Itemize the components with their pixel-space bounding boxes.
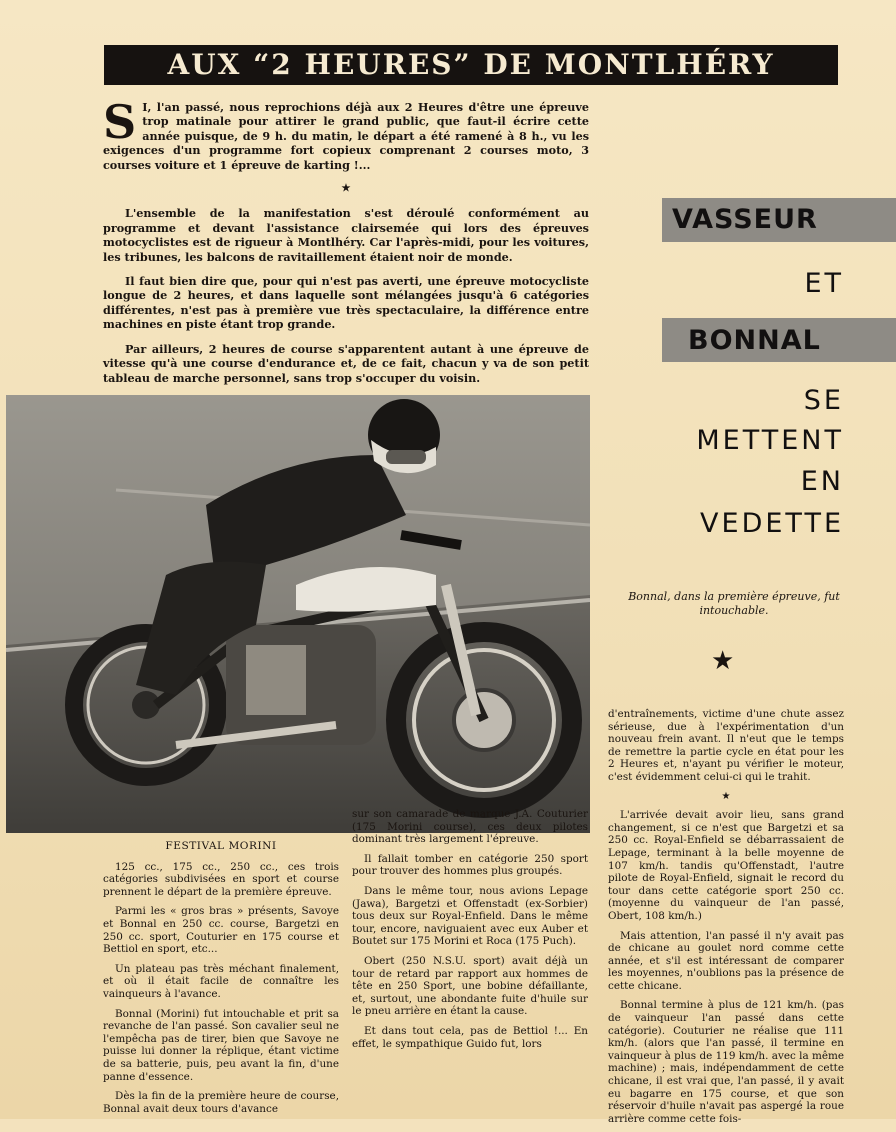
col1-paragraph-1: 125 cc., 175 cc., 250 cc., ces trois catégories subdivisées en sport et course prennent le départ de la première épreuve. bbox=[103, 860, 339, 898]
intro-paragraph-1 bbox=[103, 95, 589, 172]
intro-paragraph-2: L'ensemble de la manifestation s'est déroulé conformément au programme et devant l'assistance clairsemée qui lors des épreuves motocyclistes est de rigueur à Montlhéry. Car l'après-midi, pour les voitures, les tribunes, les balcons de ravitaillement étaient noir de monde. bbox=[103, 206, 589, 264]
separator-star-icon: ★ bbox=[721, 790, 731, 802]
text-column-3 bbox=[608, 708, 844, 1132]
col2-paragraph-3: Dans le même tour, nous avions Lepage (Jawa), Bargetzi et Offenstadt (ex-Sorbier) tous deux sur Royal-Enfield. Dans le même tour, encore, naviguaient avec eux Auber et Boutet sur 175 Morini et Roca (175 Puch). bbox=[352, 884, 588, 948]
col3-paragraph-1: d'entraînements, victime d'une chute assez sérieuse, due à l'expérimentation d'un nouveau frein avant. Il n'eut que le temps de remettre la partie cycle en état pour les 2 Heures et, n'ayant pu vérifier le moteur, c'est évidemment celui-ci qui le trahit. bbox=[608, 708, 844, 783]
headline-name-bonnal: BONNAL bbox=[688, 325, 821, 356]
col3-paragraph-4: Bonnal termine à plus de 121 km/h. (pas de vainqueur l'an passé dans cette catégorie). Couturier ne réalise que 111 km/h. (alors que l'an passé, il termine en vainqueur à plus de 119 km/h. avec la même machine) ; mais, indépendamment de cette chicane, il est vrai que, l'an passé, il y avait eu bagarre en 175 course, et que son réservoir d'huile n'avait pas aspergé la roue arrière comme cette fois- bbox=[608, 999, 844, 1125]
col2-paragraph-2: Il fallait tomber en catégorie 250 sport pour trouver des hommes plus groupés. bbox=[352, 852, 588, 878]
separator-star-icon: ★ bbox=[341, 183, 351, 195]
text-column-2 bbox=[352, 808, 588, 1057]
col1-paragraph-2: Parmi les « gros bras » présents, Savoye et Bonnal en 250 cc. course, Bargetzi en 250 cc. sport, Couturier en 175 course et Bettiol en sport, etc... bbox=[103, 905, 339, 956]
headline-word-et: ET bbox=[804, 268, 844, 299]
col3-paragraph-2: L'arrivée devait avoir lieu, sans grand changement, si ce n'est que Bargetzi et sa 250 cc. Royal-Enfield se débarrassaient de Lepage, terminant à la belle moyenne de 107 km/h. tandis qu'Offenstadt, l'autre pilote de Royal-Enfield, signait le record du tour dans cette catégorie sport 250 cc. (moyenne du vainqueur de l'an passé, Obert, 108 km/h.) bbox=[608, 809, 844, 922]
col1-paragraph-3: Un plateau pas très méchant finalement, et où il était facile de connaître les vainqueurs à l'avance. bbox=[103, 962, 339, 1000]
article-title: AUX “2 HEURES” DE MONTLHÉRY bbox=[104, 45, 838, 85]
intro-paragraph-3: Il faut bien dire que, pour qui n'est pas averti, une épreuve motocycliste longue de 2 heures, et dans laquelle sont mélangées jusqu'à 6 catégories différentes, n'est pas à première vue très spectaculaire, la différence entre machines en piste étant trop grande. bbox=[103, 274, 589, 332]
text-column-1 bbox=[103, 840, 339, 1122]
section-heading: FESTIVAL MORINI bbox=[165, 840, 277, 852]
drop-cap: S bbox=[103, 95, 137, 149]
headline-name-vasseur: VASSEUR bbox=[672, 204, 818, 235]
col2-paragraph-4: Obert (250 N.S.U. sport) avait déjà un tour de retard par rapport aux hommes de tête en 250 Sport, une bobine défaillante, et, surtout, une abondante fuite d'huile sur le pneu arrière en étant la cause. bbox=[352, 954, 588, 1018]
headline-line-1: SE bbox=[803, 385, 844, 416]
intro-text bbox=[103, 95, 589, 434]
col2-paragraph-5: Et dans tout cela, pas de Bettiol !... En effet, le sympathique Guido fut, lors bbox=[352, 1024, 588, 1050]
col3-paragraph-3: Mais attention, l'an passé il n'y avait pas de chicane au goulet nord comme cette année, et s'il est intéressant de comparer les moyennes, n'oublions pas la présence de cette chicane. bbox=[608, 929, 844, 992]
motorcycle-racer-photo bbox=[6, 395, 590, 833]
photo-caption: Bonnal, dans la première épreuve, fut intouchable. bbox=[628, 590, 840, 617]
col1-paragraph-5: Dès la fin de la première heure de course, Bonnal avait deux tours d'avance bbox=[103, 1090, 339, 1115]
headline-line-3: EN bbox=[800, 466, 844, 497]
intro-paragraph-1-text: I, l'an passé, nous reprochions déjà aux 2 Heures d'être une épreuve trop matinale pour attirer le grand public, que faut-il écrire cette année puisque, de 9 h. du matin, le départ a été ramené à 8 h., vu les exigences d'un programme fort copieux comprenant 2 courses moto, 3 courses voiture et 1 épreuve de karting !... bbox=[103, 100, 589, 172]
headline-line-4: VEDETTE bbox=[700, 508, 844, 539]
intro-paragraph-4: Par ailleurs, 2 heures de course s'apparentent autant à une épreuve de vitesse qu'à une course d'endurance et, de ce fait, chacun y va de son petit tableau de marche personnel, sans trop s'occuper du voisin. bbox=[103, 341, 589, 385]
star-icon: ★ bbox=[711, 646, 735, 676]
headline-line-2: METTENT bbox=[696, 425, 844, 456]
col2-paragraph-1: sur son camarade de marque J.A. Couturier (175 Morini course), ces deux pilotes dominant très largement l'épreuve. bbox=[352, 808, 588, 846]
col1-paragraph-4: Bonnal (Morini) fut intouchable et prit sa revanche de l'an passé. Son cavalier seul ne l'empêcha pas de tirer, bien que Savoye ne puisse lui donner la réplique, étant victime de sa batterie, puis, peu avant la fin, d'une panne d'essence. bbox=[103, 1007, 339, 1083]
